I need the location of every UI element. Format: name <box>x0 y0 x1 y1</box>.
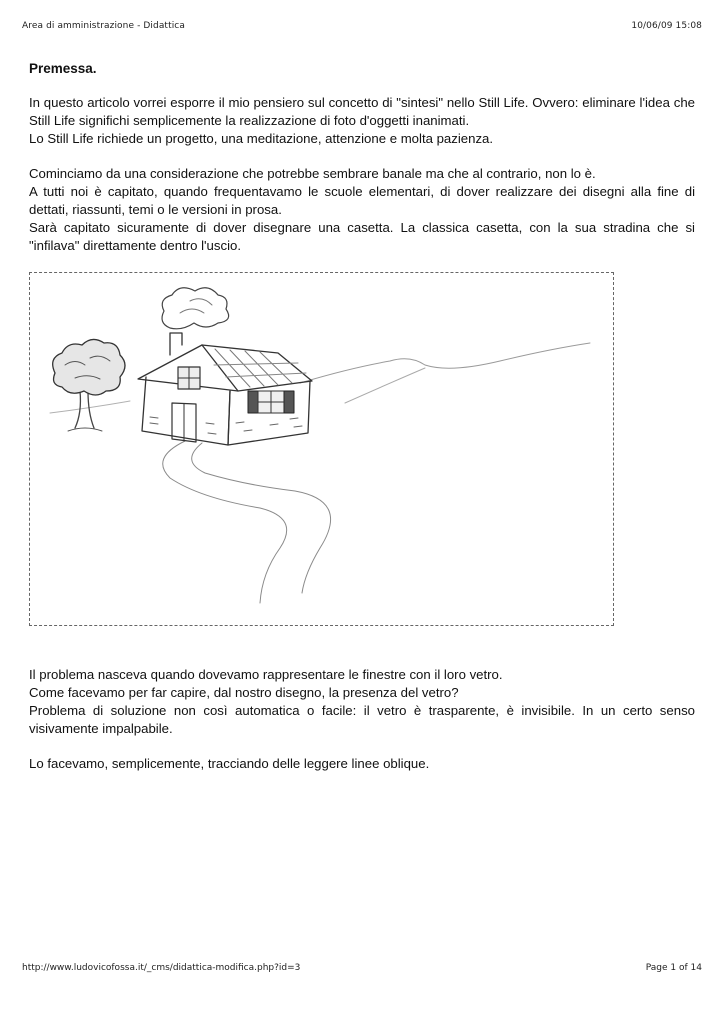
paragraph-line: Problema di soluzione non così automatica o facile: il vetro è trasparente, è invisibile. In un certo senso visivamente impalpabile. <box>29 703 695 736</box>
house-sketch-figure <box>29 272 614 626</box>
paragraph-glass <box>29 666 695 738</box>
footer-url-link[interactable]: http://www.ludovicofossa.it/_cms/didattica-modifica.php?id=3 <box>22 963 301 973</box>
paragraph-lines <box>29 755 695 773</box>
paragraph-line: Come facevamo per far capire, dal nostro disegno, la presenza del vetro? <box>29 685 459 700</box>
paragraph-intro <box>29 94 695 148</box>
paragraph-line: Sarà capitato sicuramente di dover disegnare una casetta. La classica casetta, con la sua stradina che si "infilava" direttamente dentro l'uscio. <box>29 220 695 253</box>
house-sketch-drawing <box>30 273 615 627</box>
paragraph-line: Lo Still Life richiede un progetto, una meditazione, attenzione e molta pazienza. <box>29 131 494 146</box>
article-title: Premessa. <box>29 61 97 76</box>
header-title: Area di amministrazione - Didattica <box>22 21 185 31</box>
paragraph-house <box>29 165 695 255</box>
paragraph-line: Cominciamo da una considerazione che potrebbe sembrare banale ma che al contrario, non lo è. <box>29 166 596 181</box>
paragraph-line: In questo articolo vorrei esporre il mio pensiero sul concetto di "sintesi" nello Still Life. Ovvero: eliminare l'idea che Still Life significhi semplicemente la realizzazione di foto d'oggetti inanimati. <box>29 95 695 128</box>
footer-page-number: Page 1 of 14 <box>645 963 702 973</box>
header-timestamp: 10/06/09 15:08 <box>631 21 702 31</box>
paragraph-line: A tutti noi è capitato, quando frequentavamo le scuole elementari, di dover realizzare dei disegni alla fine di dettati, riassunti, temi o le versioni in prosa. <box>29 184 695 217</box>
paragraph-line: Il problema nasceva quando dovevamo rappresentare le finestre con il loro vetro. <box>29 667 503 682</box>
paragraph-line: Lo facevamo, semplicemente, tracciando delle leggere linee oblique. <box>29 756 430 771</box>
article <box>29 60 695 790</box>
